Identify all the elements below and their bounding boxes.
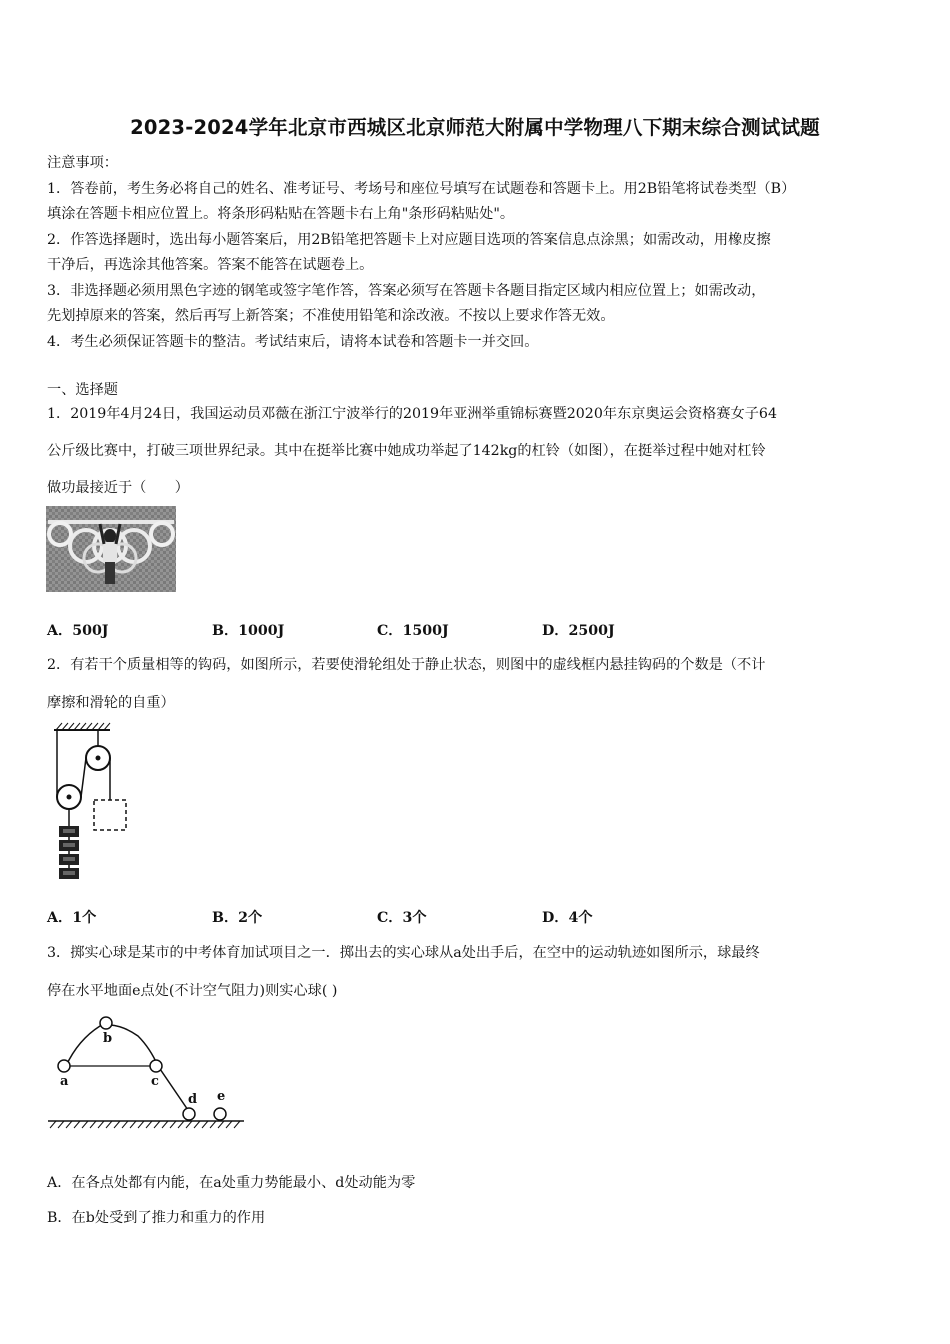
q1-option-a: A．500J bbox=[47, 623, 109, 639]
label-b: b bbox=[103, 1031, 113, 1046]
label-a: a bbox=[60, 1074, 69, 1089]
notice-line-4: 干净后，再选涂其他答案。答案不能答在试题卷上。 bbox=[47, 257, 374, 273]
q2-option-b: B．2个 bbox=[212, 910, 263, 926]
q1-line-1: 1．2019年4月24日，我国运动员邓薇在浙江宁波举行的2019年亚洲举重锦标赛暨2020年东京奥运会资格赛女子64 bbox=[47, 406, 777, 422]
notice-line-5: 3．非选择题必须用黑色字迹的钢笔或签字笔作答，答案必须写在答题卡各题目指定区域内相应位置上；如需改动， bbox=[47, 283, 766, 299]
section-heading: 一、选择题 bbox=[47, 382, 118, 398]
pulley-diagram bbox=[48, 722, 138, 892]
label-d: d bbox=[188, 1092, 198, 1107]
q1-line-3: 做功最接近于（ ） bbox=[47, 480, 189, 496]
q2-line-2: 摩擦和滑轮的自重） bbox=[47, 695, 175, 711]
q3-option-a: A．在各点处都有内能，在a处重力势能最小、d处动能为零 bbox=[47, 1175, 416, 1191]
q1-option-c: C．1500J bbox=[377, 623, 449, 639]
q1-option-b: B．1000J bbox=[212, 623, 285, 639]
notice-line-2: 填涂在答题卡相应位置上。将条形码粘贴在答题卡右上角"条形码粘贴处"。 bbox=[47, 206, 515, 222]
notice-line-6: 先划掉原来的答案，然后再写上新答案；不准使用铅笔和涂改液。不按以上要求作答无效。 bbox=[47, 308, 615, 324]
label-c: c bbox=[151, 1074, 159, 1089]
q3-line-1: 3．掷实心球是某市的中考体育加试项目之一．掷出去的实心球从a处出手后，在空中的运动轨迹如图所示，球最终 bbox=[47, 945, 760, 961]
label-e: e bbox=[217, 1089, 226, 1104]
trajectory-diagram bbox=[44, 1010, 248, 1138]
q3-option-b: B．在b处受到了推力和重力的作用 bbox=[47, 1210, 266, 1226]
q2-option-a: A．1个 bbox=[47, 910, 97, 926]
notice-heading: 注意事项： bbox=[47, 155, 118, 171]
page-title: 2023-2024学年北京市西城区北京师范大附属中学物理八下期末综合测试试题 bbox=[130, 116, 820, 139]
notice-line-1: 1．答卷前，考生务必将自己的姓名、准考证号、考场号和座位号填写在试题卷和答题卡上。用2B铅笔将试卷类型（B） bbox=[47, 181, 796, 197]
weightlifting-photo bbox=[46, 506, 176, 596]
q3-line-2: 停在水平地面e点处(不计空气阻力)则实心球( ) bbox=[47, 983, 338, 999]
q1-option-d: D．2500J bbox=[542, 623, 615, 639]
q2-line-1: 2．有若干个质量相等的钩码，如图所示，若要使滑轮组处于静止状态，则图中的虚线框内悬挂钩码的个数是（不计 bbox=[47, 657, 766, 673]
q1-line-2: 公斤级比赛中，打破三项世界纪录。其中在挺举比赛中她成功举起了142kg的杠铃（如图），在挺举过程中她对杠铃 bbox=[47, 443, 766, 459]
q2-option-d: D．4个 bbox=[542, 910, 593, 926]
notice-line-3: 2．作答选择题时，选出每小题答案后，用2B铅笔把答题卡上对应题目选项的答案信息点涂黑；如需改动，用橡皮擦 bbox=[47, 232, 771, 248]
q2-option-c: C．3个 bbox=[377, 910, 427, 926]
notice-line-7: 4．考生必须保证答题卡的整洁。考试结束后，请将本试卷和答题卡一并交回。 bbox=[47, 334, 539, 350]
